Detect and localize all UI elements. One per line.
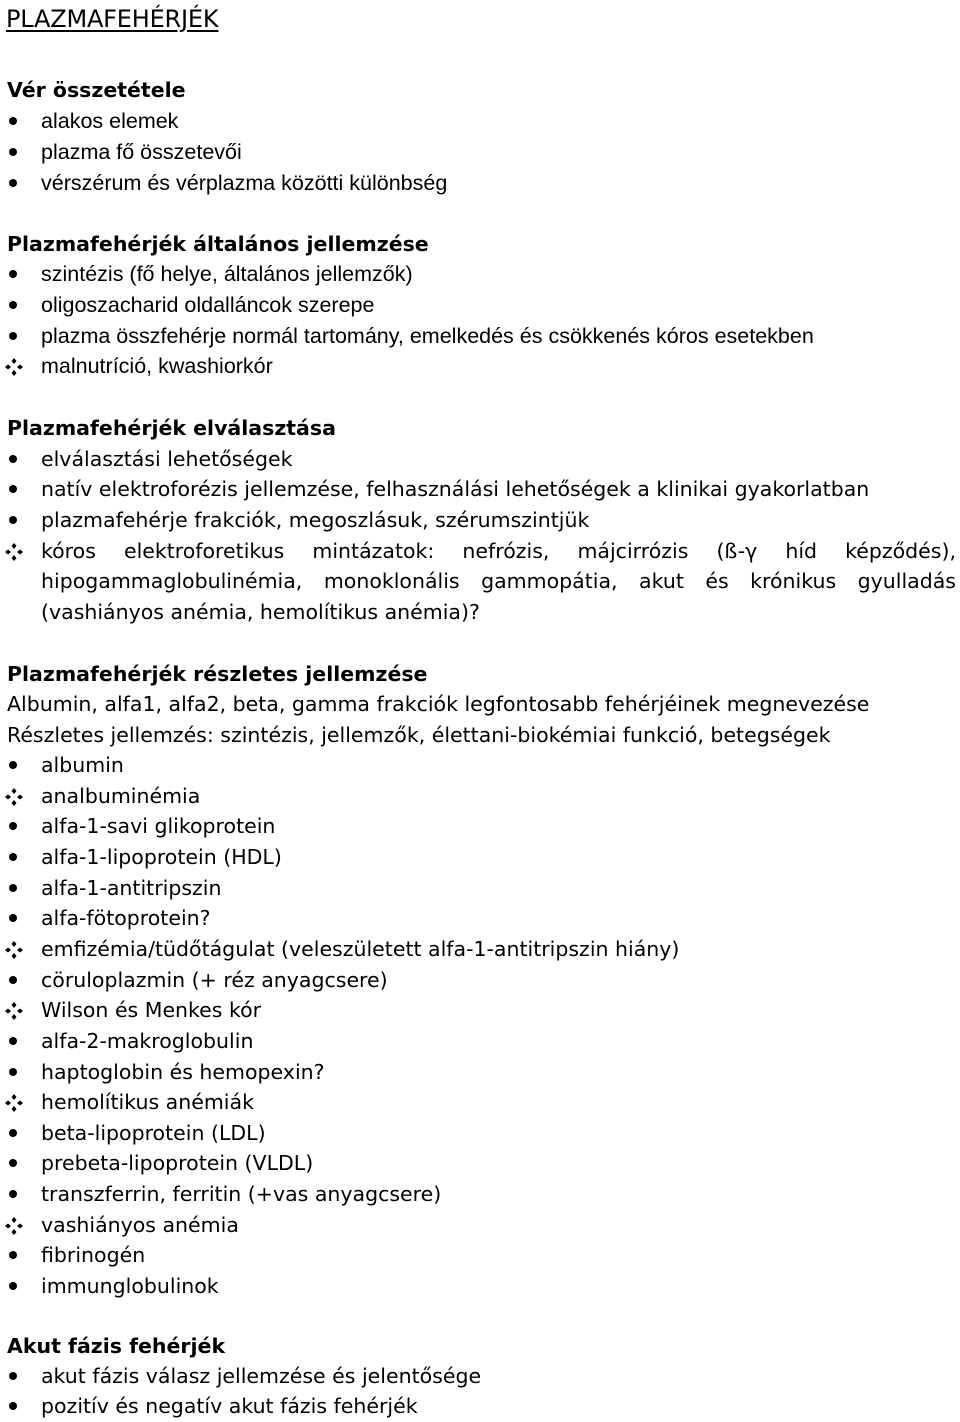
list-item-label: prebeta-lipoprotein (VLDL) xyxy=(41,1151,314,1175)
list-item xyxy=(0,1179,960,1209)
word: és xyxy=(705,569,729,593)
list-item-label: elválasztási lehetőségek xyxy=(41,447,293,471)
list-item-label: hemolítikus anémiák xyxy=(41,1090,254,1114)
list-item-label: plazmafehérje frakciók, megoszlásuk, szérumszintjük xyxy=(41,508,590,532)
list-item xyxy=(0,842,960,872)
list-item xyxy=(0,750,960,780)
list-item xyxy=(0,321,960,351)
bullet-icon xyxy=(0,1391,32,1421)
bullet-icon xyxy=(0,903,32,933)
bullet-icon xyxy=(0,474,32,504)
section-heading-blood: Vér összetétele xyxy=(7,78,186,102)
word: májcirrózis xyxy=(577,539,689,563)
bullet-icon xyxy=(0,811,32,841)
diamond-bullet-icon xyxy=(0,934,32,964)
bullet-icon xyxy=(0,1271,32,1301)
bullet-icon xyxy=(0,842,32,872)
list-item-label: transzferrin, ferritin (+vas anyagcsere) xyxy=(41,1182,442,1206)
page-title: PLAZMAFEHÉRJÉK xyxy=(6,5,219,33)
list-item-label: oligoszacharid oldalláncok szerepe xyxy=(41,293,375,317)
pathology-line xyxy=(0,566,960,596)
section-heading-separation: Plazmafehérjék elválasztása xyxy=(7,416,336,440)
list-item-label: cöruloplazmin (+ réz anyagcsere) xyxy=(41,968,388,992)
word: monoklonális xyxy=(323,569,460,593)
word: krónikus xyxy=(750,569,837,593)
list-item xyxy=(0,1026,960,1056)
list-item xyxy=(0,1118,960,1148)
diamond-bullet-icon xyxy=(0,536,32,566)
diamond-bullet-icon xyxy=(0,1210,32,1240)
bullet-icon xyxy=(0,290,32,320)
pathology-line xyxy=(0,597,960,627)
intro-line: Albumin, alfa1, alfa2, beta, gamma frakciók legfontosabb fehérjéinek megnevezése xyxy=(7,692,870,716)
list-item xyxy=(0,536,960,566)
list-item-label: beta-lipoprotein (LDL) xyxy=(41,1121,266,1145)
list-item xyxy=(0,1148,960,1178)
list-item xyxy=(0,1240,960,1270)
list-item xyxy=(0,1210,960,1240)
list-item-label: immunglobulinok xyxy=(41,1274,219,1298)
list-item-label: haptoglobin és hemopexin? xyxy=(41,1060,325,1084)
intro-line: Részletes jellemzés: szintézis, jellemzők, élettani-biokémiai funkció, betegségek xyxy=(7,723,831,747)
diamond-bullet-icon xyxy=(0,1087,32,1117)
list-item xyxy=(0,995,960,1025)
bullet-icon xyxy=(0,259,32,289)
list-item-label: alfa-1-lipoprotein (HDL) xyxy=(41,845,282,869)
word: hipogammaglobulinémia, xyxy=(41,569,303,593)
diamond-bullet-icon xyxy=(0,995,32,1025)
pathology-line-end: (vashiányos anémia, hemolítikus anémia)? xyxy=(41,600,480,624)
section-heading-acute: Akut fázis fehérjék xyxy=(7,1334,226,1358)
word: elektroforetikus xyxy=(123,539,285,563)
word: mintázatok: xyxy=(312,539,435,563)
list-item-label: alfa-2-makroglobulin xyxy=(41,1029,254,1053)
list-item-label: plazma fő összetevői xyxy=(41,140,242,164)
list-item-label: alfa-1-savi glikoprotein xyxy=(41,814,276,838)
list-item xyxy=(0,106,960,136)
bullet-icon xyxy=(0,1057,32,1087)
list-item xyxy=(0,903,960,933)
word: híd xyxy=(785,539,818,563)
word: nefrózis, xyxy=(462,539,550,563)
list-item-label: malnutríció, kwashiorkór xyxy=(41,354,273,378)
bullet-icon xyxy=(0,873,32,903)
bullet-icon xyxy=(0,1179,32,1209)
list-item xyxy=(0,1057,960,1087)
bullet-icon xyxy=(0,1240,32,1270)
list-item-label: vérszérum és vérplazma közötti különbség xyxy=(41,171,448,195)
list-item xyxy=(0,781,960,811)
list-item xyxy=(0,474,960,504)
list-item-label: analbuminémia xyxy=(41,784,201,808)
section-heading-general: Plazmafehérjék általános jellemzése xyxy=(7,232,429,256)
word: akut xyxy=(639,569,684,593)
bullet-icon xyxy=(0,321,32,351)
bullet-icon xyxy=(0,106,32,136)
list-item xyxy=(0,1087,960,1117)
list-item xyxy=(0,168,960,198)
list-item xyxy=(0,351,960,381)
list-item xyxy=(0,811,960,841)
list-item-label: vashiányos anémia xyxy=(41,1213,239,1237)
bullet-icon xyxy=(0,444,32,474)
list-item xyxy=(0,444,960,474)
pathology-line xyxy=(41,536,956,566)
bullet-icon xyxy=(0,1361,32,1391)
list-item-label: alakos elemek xyxy=(41,109,179,133)
list-item xyxy=(0,1361,960,1391)
bullet-icon xyxy=(0,168,32,198)
diamond-bullet-icon xyxy=(0,781,32,811)
word: kóros xyxy=(41,539,96,563)
bullet-icon xyxy=(0,505,32,535)
list-item xyxy=(0,1391,960,1421)
list-item xyxy=(0,259,960,289)
diamond-bullet-icon xyxy=(0,351,32,381)
bullet-icon xyxy=(0,965,32,995)
list-item-label: akut fázis válasz jellemzése és jelentősége xyxy=(41,1364,482,1388)
list-item-label: fibrinogén xyxy=(41,1243,146,1267)
list-item xyxy=(0,934,960,964)
list-item xyxy=(0,137,960,167)
list-item-label: alfa-fötoprotein? xyxy=(41,906,211,930)
bullet-icon xyxy=(0,1118,32,1148)
word: képződés), xyxy=(845,539,956,563)
list-item xyxy=(0,290,960,320)
bullet-icon xyxy=(0,137,32,167)
word: (ß-γ xyxy=(716,539,758,563)
bullet-icon xyxy=(0,750,32,780)
list-item-label: emfizémia/tüdőtágulat (veleszületett alfa-1-antitripszin hiány) xyxy=(41,937,680,961)
list-item-label: szintézis (fő helye, általános jellemzők) xyxy=(41,262,413,286)
list-item xyxy=(0,965,960,995)
list-item-label: Wilson és Menkes kór xyxy=(41,998,262,1022)
list-item xyxy=(0,1271,960,1301)
list-item-label: plazma összfehérje normál tartomány, emelkedés és csökkenés kóros esetekben xyxy=(41,324,814,348)
list-item-label: natív elektroforézis jellemzése, felhasználási lehetőségek a klinikai gyakorlatban xyxy=(41,477,870,501)
word: gyulladás xyxy=(857,569,956,593)
bullet-icon xyxy=(0,1026,32,1056)
list-item-label: pozitív és negatív akut fázis fehérjék xyxy=(41,1394,418,1418)
word: gammopátia, xyxy=(481,569,618,593)
list-item xyxy=(0,873,960,903)
bullet-icon xyxy=(0,1148,32,1178)
list-item-label: alfa-1-antitripszin xyxy=(41,876,222,900)
list-item xyxy=(0,505,960,535)
list-item-label: albumin xyxy=(41,753,124,777)
section-heading-detailed: Plazmafehérjék részletes jellemzése xyxy=(7,662,428,686)
